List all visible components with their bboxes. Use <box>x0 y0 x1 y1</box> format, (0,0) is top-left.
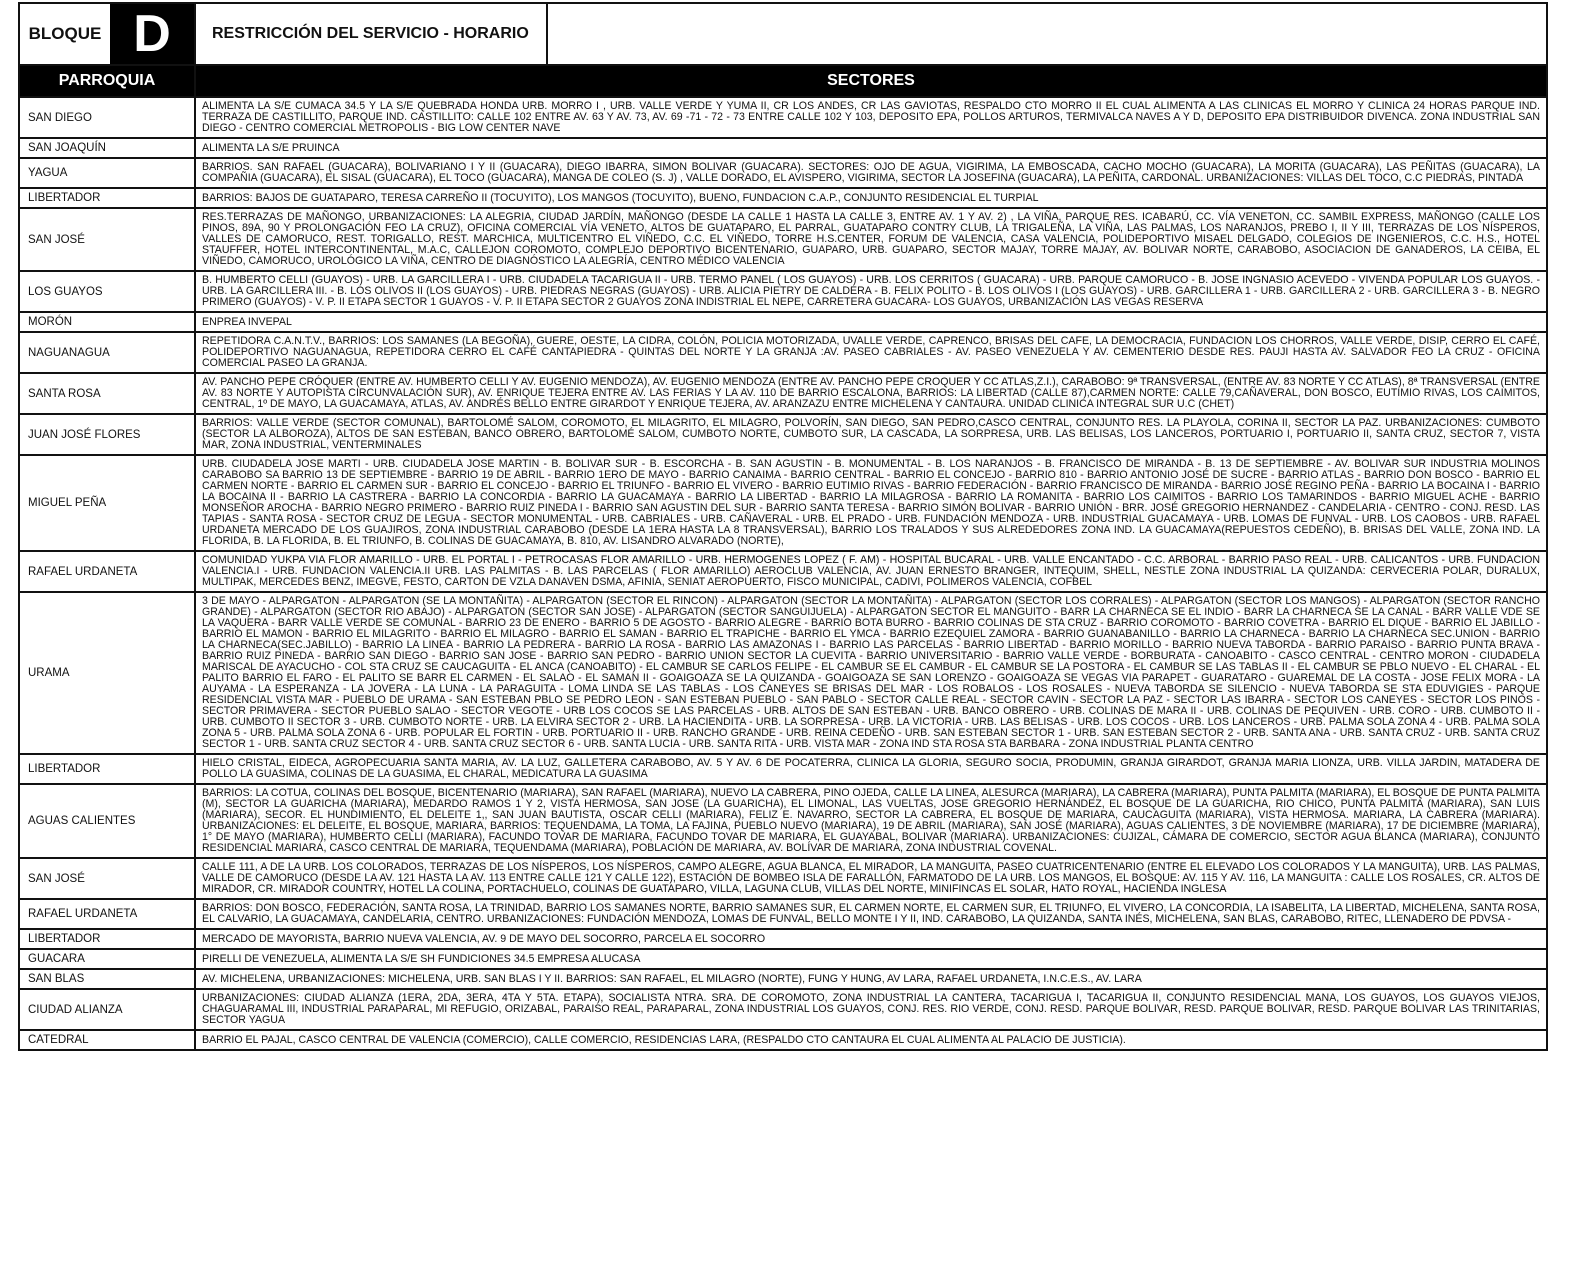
table-row <box>19 858 1547 899</box>
table-row <box>19 929 1547 949</box>
sectores-cell: AV. PANCHO PEPE CRÓQUER (ENTRE AV. HUMBERTO CELLI Y AV. EUGENIO MENDOZA), AV. EUGENIO MENDOZA (ENTRE AV. PANCHO PEPE CROQUER Y CC ATLAS,Z.I.), CARABOBO: 9ª TRANSVERSAL, (ENTRE AV. 83 NORTE Y CC ATLAS), 8ª TRANSVERSAL (ENTRE AV. 83 NORTE Y AUTOPISTA CIRCUNVALACIÓN SUR), AV. ENRIQUE TEJERA ENTRE AV. LAS FERIAS Y LA AV. 110 DE BARRIO ESCALONA, BARRIOS: LA LIBERTAD (CALLE 87),CARMEN NORTE: CALLE 79,CAÑAVERAL, DON BOSCO, EUTIMIO RIVAS, LOS CAIMITOS, CENTRAL, 1º DE MAYO, LA GUACAMAYA, ATLAS, AV. ANDRÉS BELLO ENTRE GIRARDOT Y ENRIQUE TEJERA, AV. ARANZAZU ENTRE MICHELENA Y CANTAURA. UNIDAD CLINICA INTEGRAL SUR U.C (CHET) <box>195 373 1547 414</box>
table-row <box>19 414 1547 455</box>
column-header-parroquia: PARROQUIA <box>19 65 195 97</box>
header-spacer <box>548 4 1546 64</box>
parroquia-cell: SAN BLAS <box>19 969 195 989</box>
table-row <box>19 784 1547 858</box>
table-row <box>19 551 1547 592</box>
sectores-cell: MERCADO DE MAYORISTA, BARRIO NUEVA VALENCIA, AV. 9 DE MAYO DEL SOCORRO, PARCELA EL SOCORRO <box>195 929 1547 949</box>
parroquia-cell: SAN JOSÉ <box>19 858 195 899</box>
table-row <box>19 373 1547 414</box>
table-row <box>19 138 1547 158</box>
table-body <box>19 97 1547 1050</box>
sectores-cell: BARRIO EL PAJAL, CASCO CENTRAL DE VALENCIA (COMERCIO), CALLE COMERCIO, RESIDENCIAS LARA, (RESPALDO CTO CANTAURA EL CUAL ALIMENTA AL PALACIO DE JUSTICIA). <box>195 1030 1547 1050</box>
schedule-sheet <box>18 2 1548 1051</box>
parroquia-cell: SAN JOAQUÍN <box>19 138 195 158</box>
parroquia-cell: GUACARA <box>19 949 195 969</box>
parroquia-cell: RAFAEL URDANETA <box>19 899 195 929</box>
parroquia-cell: AGUAS CALIENTES <box>19 784 195 858</box>
sectores-cell: BARRIOS: LA COTUA, COLINAS DEL BOSQUE, BICENTENARIO (MARIARA), SAN RAFAEL (MARIARA), NUEVO LA CABRERA, PINO OJEDA, CALLE LA LINEA, ALESURCA (MARIARA), LA CABRERA (MARIARA), PUNTA PALMITA (MARIARA), EL BOSQUE DE PUNTA PALMITA (M), SECTOR LA GUARICHA (MARIARA), MEDARDO RAMOS 1 Y 2, VISTA HERMOSA, SAN JOSE (LA GUARICHA), EL LIMONAL, LAS VUELTAS, JOSE GREGORIO HERNÁNDEZ, EL BOSQUE DE LA GUARICHA, RIO CHICO, PUNTA PALMITA (MARIARA), SAN LUIS (MARIARA), SECOR. EL HUNDIMIENTO, EL DELEITE 1,, SAN JUAN BAUTISTA, OSCAR CELLI (MARIARA), FELIZ E. NAVARRO, SECTOR LA CABRERA, EL BOSQUE DE MARIARA, CAUCAGUITA (MARIARA), VISTA HERMOSA. MARIARA, LA CABRERA (MARIARA). URBANIZACIONES: EL DELEITE, EL BOSQUE, MARIARA, BARRIOS: TEQUENDAMA, LA TOMA, LA FAJINA, PUEBLO NUEVO (MARIARA), 19 DE ABRIL (MARIARA), SAN JOSÉ (MARIARA), AGUAS CALIENTES, 3 DE NOVIEMBRE (MARIARA), 17 DE DICIEMBRE (MARIARA), 1° DE MAYO (MARIARA), HUMBERTO CELLI (MARIARA), FACUNDO TOVAR DE MARIARA, FACUNDO TOVAR DE MARIARA, EL GUAYABAL, BOLIVAR (MARIARA). URBANIZACIONES: CUJIZAL, CÁMARA DE COMERCIO, SECTOR AGUA BLANCA (MARIARA), CONJUNTO RESIDENCIAL MARIARA, CASCO CENTRAL DE MARIARA, TEQUENDAMA (MARIARA), POBLACIÓN DE MARIARA, AV. BOLÍVAR DE MARIARA, ZONA INDUSTRIAL COVENAL. <box>195 784 1547 858</box>
sectores-cell: B. HUMBERTO CELLI (GUAYOS) - URB. LA GARCILLERA I - URB. CIUDADELA TACARIGUA II - URB. TERMO PANEL ( LOS GUAYOS) - URB. LOS CERRITOS ( GUACARA) - URB. PARQUE CAMORUCO - B. JOSE INGNASIO ACEVEDO - VIVENDA POPULAR LOS GUAYOS. - URB. LA GARCILLERA III. - B. LOS OLIVOS II (LOS GUAYOS) - URB. PIEDRAS NEGRAS (GUAYOS) - URB. ALICIA PIETRY DE CALDERA - B. FELIX POLITO - B. LOS OLIVOS I (LOS GUAYOS) - URB. GARCILLERA 1 - URB. GARCILLERA 2 - URB. GARCILLERA 3 - B. NEGRO PRIMERO (GUAYOS) - V. P. II ETAPA SECTOR 1 GUAYOS - V. P. II ETAPA SECTOR 2 GUAYOS ZONA INDISTRIAL EL NEPE, CARRETERA GUACARA- LOS GUAYOS, URBANIZACIÓN LAS VEGAS RESERVA <box>195 271 1547 312</box>
parroquia-cell: CATEDRAL <box>19 1030 195 1050</box>
parroquia-cell: MIGUEL PEÑA <box>19 455 195 551</box>
parroquia-cell: SANTA ROSA <box>19 373 195 414</box>
table-row <box>19 271 1547 312</box>
parroquia-cell: NAGUANAGUA <box>19 332 195 373</box>
parroquia-cell: JUAN JOSÉ FLORES <box>19 414 195 455</box>
sectores-cell: PIRELLI DE VENEZUELA, ALIMENTA LA S/E SH FUNDICIONES 34.5 EMPRESA ALUCASA <box>195 949 1547 969</box>
parroquia-cell: LIBERTADOR <box>19 929 195 949</box>
sectores-cell: AV. MICHELENA, URBANIZACIONES: MICHELENA, URB. SAN BLAS I Y II. BARRIOS: SAN RAFAEL, EL MILAGRO (NORTE), FUNG Y HUNG, AV LARA, RAFAEL URDANETA, I.N.C.E.S., AV. LARA <box>195 969 1547 989</box>
bloque-label: BLOQUE <box>28 24 102 43</box>
sectores-cell: RES.TERRAZAS DE MAÑONGO, URBANIZACIONES: LA ALEGRIA, CIUDAD JARDÍN, MAÑONGO (DESDE LA CALLE 1 HASTA LA CALLE 3, ENTRE AV. 1 Y AV. 2) , LA VIÑA, PARQUE RES. ICABARÚ, CC. VÍA VENETON, CC. SAMBIL EXPRESS, MAÑONGO (CALLE LOS PINOS, 89A, 90 Y PROLONGACIÓN FEO LA CRUZ), OFICINA COMERCIAL VÍA VENETO, ALTOS DE GUATAPARO, EL PARRAL, GUATAPARO CONTRY CLUB, LA TRIGALEÑA, LA VIÑA, LAS PALMAS, LOS NARANJOS, PREBO I, II Y III, TERRAZAS DE LOS NÍSPEROS, VALLES DE CAMORUCO, REST. TORIGALLO, REST. MARCHICA, MULTICENTRO EL VIÑEDO, C.C. EL VIÑEDO, TORRE H.S.CENTER, FORUM DE VALENCIA, CASA VALENCIA, POLIDEPORTIVO MISAEL DELGADO, COLEGIOS DE INGENIEROS, C.C. H.S., HOTEL STAUFFER, HOTEL INTERCONTINENTAL, M.A.C, CALLEJON COROMOTO, COMPLEJO DEPORTIVO BICENTENARIO, GUAPARO, URB. GUAPARO, SECTOR MAJAY, TORRE MAJAY, AV. BOLIVAR NORTE, CARABOBO, ASOCIACION DE GANADEROS, LA CEIBA, EL VIÑEDO, CAMORUCO, UROLÓGICO LA VIÑA, CENTRO DE DIAGNÓSTICO LA ALEGRÍA, CENTRO MÉDICO VALENCIA <box>195 208 1547 271</box>
sectors-table <box>18 64 1548 1051</box>
parroquia-cell: LOS GUAYOS <box>19 271 195 312</box>
parroquia-cell: SAN JOSÉ <box>19 208 195 271</box>
table-header-row <box>19 65 1547 97</box>
sectores-cell: REPETIDORA C.A.N.T.V., BARRIOS: LOS SAMANES (LA BEGOÑA), GUERE, OESTE, LA CIDRA, COLÓN, POLICIA MOTORIZADA, UVALLE VERDE, CAPRENCO, BRISAS DEL CAFE, LA DEMOCRACIA, FUNDACION LOS CHORROS, VALLE VERDE, DISIP, CERRO EL CAFÉ, POLIDEPORTIVO NAGUANAGUA, REPETIDORA CERRO EL CAFÉ CANTAPIEDRA - QUINTAS DEL NORTE Y LA GRANJA :AV. PASEO CABRIALES - AV. PASEO VENEZUELA Y AV. CEMENTERIO DESDE RES. PAUJI HASTA AV. SALVADOR FEO LA CRUZ - OFICINA COMERCIAL PASEO LA GRANJA. <box>195 332 1547 373</box>
table-row <box>19 969 1547 989</box>
parroquia-cell: LIBERTADOR <box>19 754 195 784</box>
table-row <box>19 989 1547 1030</box>
table-row <box>19 592 1547 754</box>
table-row <box>19 188 1547 208</box>
table-row <box>19 332 1547 373</box>
bloque-letter: D <box>110 4 194 64</box>
table-row <box>19 455 1547 551</box>
table-row <box>19 208 1547 271</box>
sectores-cell: HIELO CRISTAL, EIDECA, AGROPECUARIA SANTA MARIA, AV. LA LUZ, GALLETERA CARABOBO, AV. 5 Y AV. 6 DE POCATERRA, CLINICA LA GLORIA, SEGURO SOCIA, PRODUMIN, GRANJA GIRARDOT, GRANJA MARIA LIONZA, URB. VILLA JARDIN, MATADERA DE POLLO LA GUASIMA, COLINAS DE LA GUASIMA, EL CHARAL, MEDICATURA LA GUASIMA <box>195 754 1547 784</box>
page-title: RESTRICCIÓN DEL SERVICIO - HORARIO <box>194 4 548 64</box>
header-bar <box>18 2 1548 64</box>
column-header-sectores: SECTORES <box>195 65 1547 97</box>
table-row <box>19 754 1547 784</box>
sectores-cell: CALLE 111, A DE LA URB. LOS COLORADOS, TERRAZAS DE LOS NÍSPEROS, LOS NÍSPEROS, CAMPO ALEGRE, AGUA BLANCA, EL MIRADOR, LA MANGUITA, PASEO CUATRICENTENARIO (ENTRE EL ELEVADO LOS COLORADOS Y LA MANGUITA), URB. LAS PALMAS, VALLE DE CAMORUCO (DESDE LA AV. 121 HASTA LA AV. 113 ENTRE CALLE 121 Y CALLE 122), ESTACIÓN DE BOMBEO ISLA DE FARALLÓN, FARMATODO DE LA URB. LOS MANGOS, EL BOSQUE: AV. 115 Y AV. 116, LA MANGUITA : CALLE LOS ROSALES, CR. ALTOS DE MIRADOR, CR. MIRADOR COUNTRY, HOTEL LA COLINA, PORTACHUELO, COLINAS DE GUATAPARO, VILLA, LAGUNA CLUB, VILLAS DEL NORTE, MINIFINCAS EL SOLAR, HATO ROYAL, HACIENDA INGLESA <box>195 858 1547 899</box>
sectores-cell: ALIMENTA LA S/E CUMACA 34.5 Y LA S/E QUEBRADA HONDA URB. MORRO I , URB. VALLE VERDE Y YUMA II, CR LOS ANDES, CR LAS GAVIOTAS, RESPALDO CTO MORRO II EL CUAL ALIMENTA A LAS CLINICAS EL MORRO Y CLINICA 24 HORAS PARQUE IND. TERRAZA DE CASTILLITO, PARQUE IND. CASTILLITO: CALLE 102 ENTRE AV. 63 Y AV. 73, AV. 69 -71 - 72 - 73 ENTRE CALLE 102 Y 103, DEPOSITO EPA, POLLOS ARTUROS, TERMIVALCA NAVES A Y D, DEPOSITO EPA DISTRIBUIDOR DIVENCA. ZONA INDUSTRIAL SAN DIEGO - CENTRO COMERCIAL METROPOLIS - BIG LOW CENTER NAVE <box>195 97 1547 138</box>
sectores-cell: 3 DE MAYO - ALPARGATON - ALPARGATON (SE LA MONTAÑITA) - ALPARGATON (SECTOR EL RINCON) - ALPARGATON (SECTOR LA MONTAÑITA) - ALPARGATON (SECTOR LOS CORRALES) - ALPARGATON (SECTOR LOS MANGOS) - ALPARGATON (SECTOR RANCHO GRANDE) - ALPARGATON (SECTOR RIO ABAJO) - ALPARGATON (SECTOR SAN JOSE) - ALPARGATON (SECTOR SANGUIJUELA) - ALPARGATON SECTOR EL MANGUITO - BARR LA CHARNECA SE EL INDIO - BARR LA CHARNECA SE LA CANAL - BARR VALLE VDE SE LA VAQUERA - BARR VALLE VERDE SE COMUNAL - BARRIO 23 DE ENERO - BARRIO 5 DE AGOSTO - BARRIO ALEGRE - BARRIO BOTA BURRO - BARRIO COLINAS DE STA CRUZ - BARRIO COROMOTO - BARRIO COVETRA - BARRIO EL DIQUE - BARRIO EL JABILLO - BARRIO EL MAMON - BARRIO EL MILAGRITO - BARRIO EL MILAGRO - BARRIO EL SAMAN - BARRIO EL TRAPICHE - BARRIO EL YMCA - BARRIO EZEQUIEL ZAMORA - BARRIO GUANABANILLO - BARRIO LA CHARNECA - BARRIO LA CHARNECA SEC.UNION - BARRIO LA CHARNECA(SEC.JABILLO) - BARRIO LA LINEA - BARRIO LA PEDRERA - BARRIO LA ROSA - BARRIO LAS AMAZONAS I - BARRIO LAS PARCELAS - BARRIO LIBERTAD - BARRIO MORILLO - BARRIO NUEVA TABORDA - BARRIO PARAISO - BARRIO PUNTA BRAVA - BARRIO RUIZ PINEDA - BARRIO SAN DIEGO - BARRIO SAN JOSE - BARRIO SAN PEDRO - BARRIO UNION SECTOR LA CUEVITA - BARRIO UNIVERSITARIO - BARRIO VALLE VERDE - BORBURATA - CANOABITO - CASCO CENTRAL - CENTRO MORON - CIUDADELA MARISCAL DE AYACUCHO - COL STA CRUZ SE CAUCAGUITA - EL ANCA (CANOABITO) - EL CAMBUR SE CARLOS FELIPE - EL CAMBUR SE EL CAMBUR - EL CAMBUR SE LA POSTORA - EL CAMBUR SE LAS TABLAS II - EL CAMBUR SE PBLO NUEVO - EL CHARAL - EL PALITO BARRIO EL FARO - EL PALITO SE BARR EL CARMEN - EL SALAO - EL SAMAN II - GOAIGOAZA SE LA QUIZANDA - GOAIGOAZA SE SAN LORENZO - GOAIGOAZA SE VEGAS VIA PARAPET - GUARATARO - GUAREMAL DE LA COSTA - JOSE FELIX MORA - LA AUYAMA - LA ESPERANZA - LA JOVERA - LA LUNA - LA PARAGUITA - LOMA LINDA SE LAS TABLAS - LOS CANEYES SE BRISAS DEL MAR - LOS ROBALOS - LOS ROSALES - NUEVA TABORDA SE SILENCIO - NUEVA TABORDA SE STA EDUVIGIES - PARQUE RESIDENCIAL VISTA MAR - PUEBLO DE URAMA - SAN ESTEBAN PBLO SE PEDRO LEON - SAN ESTEBAN PUEBLO - SAN PABLO - SECTOR CALLE REAL - SECTOR CAVIN - SECTOR LA PAZ - SECTOR LAS IBARRA - SECTOR LOS CANEYES - SECTOR LOS PINOS - SECTOR PRIMAVERA - SECTOR PUEBLO SALAO - SECTOR VEGOTE - URB LOS COCOS SE LAS PARCELAS - URB. ALTOS DE SAN ESTEBAN - URB. BANCO OBRERO - URB. COLINAS DE MARA II - URB. COLINAS DE PEQUIVEN - URB. CORO - URB. CUMBOTO II - URB. CUMBOTO II SECTOR 3 - URB. CUMBOTO NORTE - URB. LA ELVIRA SECTOR 2 - URB. LA HACIENDITA - URB. LA SORPRESA - URB. LA VICTORIA - URB. LAS BELISAS - URB. LOS COCOS - URB. LOS LANCEROS - URB. PALMA SOLA ZONA 4 - URB. PALMA SOLA ZONA 5 - URB. PALMA SOLA ZONA 6 - URB. POPULAR EL FORTIN - URB. PORTUARIO II - URB. RANCHO GRANDE - URB. REINA CEDEÑO - URB. SAN ESTEBAN SECTOR 1 - URB. SAN ESTEBAN SECTOR 2 - URB. SANTA ANA - URB. SANTA CRUZ - URB. SANTA CRUZ SECTOR 1 - URB. SANTA CRUZ SECTOR 4 - URB. SANTA CRUZ SECTOR 6 - URB. SANTA LUCIA - URB. SANTA RITA - URB. VISTA MAR - ZONA IND STA ROSA STA BARBARA - ZONA INDUSTRIAL PLANTA CENTRO <box>195 592 1547 754</box>
parroquia-cell: RAFAEL URDANETA <box>19 551 195 592</box>
sectores-cell: COMUNIDAD YUKPA VIA FLOR AMARILLO - URB. EL PORTAL I - PETROCASAS FLOR AMARILLO - URB. HERMOGENES LOPEZ ( F. AM) - HOSPITAL BUCARAL - URB. VALLE ENCANTADO - C.C. ARBORAL - BARRIO PASO REAL - URB. CALICANTOS - URB. FUNDACION VALENCIA.I - URB. FUNDACION VALENCIA.II URB. LAS PALMITAS - B. LAS PARCELAS ( FLOR AMARILLO) AEROCLUB VALENCIA, AV. JUAN ERNESTO BRANGER, INTEQUIM, SHELL, NESTLE ZONA INDUSTRIAL LA QUIZANDA: CERVECERIA POLAR, DURALUX, MULTIPAK, MERCEDES BENZ, IMEGVE, FESTO, CARTON DE VZLA DANAVEN DSMA, AFINIA, SENIAT AEROPUERTO, FISCO MUNICIPAL, CADIVI, POLIMEROS VALENCIA, COFBEL <box>195 551 1547 592</box>
table-row <box>19 949 1547 969</box>
sectores-cell: BARRIOS: BAJOS DE GUATAPARO, TERESA CARREÑO II (TOCUYITO), LOS MANGOS (TOCUYITO), BUENO, FUNDACION C.A.P., CONJUNTO RESIDENCIAL EL TURPIAL <box>195 188 1547 208</box>
sectores-cell: URB. CIUDADELA JOSE MARTI - URB. CIUDADELA JOSE MARTIN - B. BOLIVAR SUR - B. ESCORCHA - B. SAN AGUSTIN - B. MONUMENTAL - B. LOS NARANJOS - B. FRANCISCO DE MIRANDA - B. 13 DE SEPTIEMBRE - AV. BOLIVAR SUR INDUSTRIA MOLINOS CARABOBO SA BARRIO 13 DE SEPTIEMBRE - BARRIO 19 DE ABRIL - BARRIO 1ERO DE MAYO - BARRIO CANAIMA - BARRIO CENTRAL - BARRIO EL CONCEJO - BARRIO 810 - BARRIO ANTONIO JOSÉ DE SUCRE - BARRIO ATLAS - BARRIO DON BOSCO - BARRIO EL CARMEN NORTE - BARRIO EL CARMEN SUR - BARRIO EL CONCEJO - BARRIO EL TRIUNFO - BARRIO EL VIVERO - BARRIO EUTIMIO RIVAS - BARRIO FEDERACIÓN - BARRIO FRANCISCO DE MIRANDA - BARRIO JOSÉ REGINO PEÑA - BARRIO LA BOCAINA I - BARRIO LA BOCAINA II - BARRIO LA CASTRERA - BARRIO LA CONCORDIA - BARRIO LA GUACAMAYA - BARRIO LA LIBERTAD - BARRIO LA MILAGROSA - BARRIO LA ROMANITA - BARRIO LOS CAIMITOS - BARRIO LOS TAMARINDOS - BARRIO MIGUEL ACHE - BARRIO MONSEÑOR AROCHA - BARRIO NEGRO PRIMERO - BARRIO RUIZ PINEDA I - BARRIO SAN AGUSTIN DEL SUR - BARRIO SANTA TERESA - BARRIO SIMÓN BOLIVAR - BARRIO UNIÓN - BRR. JOSÉ GREGORIO HERNANDEZ - CANDELARIA - CENTRO - CONJ. RESD. LAS TAPIAS - SANTA ROSA - SECTOR CRUZ DE LEGUA - SECTOR MONUMENTAL - URB. CABRIALES - URB. CAÑAVERAL - URB. EL PRADO - URB. FUNDACIÓN MENDOZA - URB. INDUSTRIAL GUACAMAYA - URB. LOMAS DE FUNVAL - URB. LOS CAOBOS - URB. RAFAEL URDANETA MERCADO DE LOS GUAJIROS, ZONA INDUSTRIAL CARABOBO (DESDE LA 1ERA HASTA LA 8 TRANSVERSAL), BARRIO LOS TRALADOS Y SUS ALREDEDORES ZONA IND. LA GUACAMAYA(REPUESTOS CEDEÑO), B. BRISAS DEL VALLE, ZONA IND. LA FLORIDA, B. LA FLORIDA, B. EL TRIUNFO, B. COLINAS DE GUACAMAYA, B. 810, AV. LISANDRO ALVARADO (NORTE), <box>195 455 1547 551</box>
table-row <box>19 158 1547 188</box>
parroquia-cell: MORÓN <box>19 312 195 332</box>
sectores-cell: ALIMENTA LA S/E PRUINCA <box>195 138 1547 158</box>
sectores-cell: ENPREA INVEPAL <box>195 312 1547 332</box>
parroquia-cell: LIBERTADOR <box>19 188 195 208</box>
table-row <box>19 312 1547 332</box>
parroquia-cell: CIUDAD ALIANZA <box>19 989 195 1030</box>
table-row <box>19 97 1547 138</box>
table-row <box>19 1030 1547 1050</box>
table-row <box>19 899 1547 929</box>
parroquia-cell: SAN DIEGO <box>19 97 195 138</box>
sectores-cell: URBANIZACIONES: CIUDAD ALIANZA (1ERA, 2DA, 3ERA, 4TA Y 5TA. ETAPA), SOCIALISTA NTRA. SRA. DE COROMOTO, ZONA INDUSTRIAL LA CANTERA, TACARIGUA I, TACARIGUA II, CONJUNTO RESIDENCIAL MANA, LOS GUAYOS, LOS GUAYOS VIEJOS, CHAGUARAMAL III, INDUSTRIAL PARAPARAL, MI REFUGIO, ORIZABAL, PARAISO REAL, PARAPARAL, ZONA INDUSTRIAL LOS GUAYOS, CONJ. RES. RIO VERDE, CONJ. RESD. PARQUE BOLIVAR, RESD. PARQUE BOLIVAR, RESD. PARQUE BOLIVAR LAS TRINITARIAS, SECTOR YAGUA <box>195 989 1547 1030</box>
sectores-cell: BARRIOS: VALLE VERDE (SECTOR COMUNAL), BARTOLOMÉ SALOM, COROMOTO, EL MILAGRITO, EL MILAGRO, POLVORÍN, SAN DIEGO, SAN PEDRO,CASCO CENTRAL, CONJUNTO RES. LA PLAYOLA, CORINA II, SECTOR LA PAZ. URBANIZACIONES: CUMBOTO (SECTOR LA ALBOROZA), ALTOS DE SAN ESTEBAN, BANCO OBRERO, BARTOLOMÉ SALOM, CUMBOTO NORTE, CUMBOTO SUR, LA CASCADA, LA SORPRESA, URB. LAS BELISAS, LOS LANCEROS, PORTUARIO I, PORTUARIO II, SANTA CRUZ, SECTOR 7, VISTA MAR, ZONA INDUSTRIAL, VENTERMINALES <box>195 414 1547 455</box>
parroquia-cell: YAGUA <box>19 158 195 188</box>
sectores-cell: BARRIOS. SAN RAFAEL (GUACARA), BOLIVARIANO I Y II (GUACARA), DIEGO IBARRA, SIMON BOLIVAR (GUACARA). SECTORES: OJO DE AGUA, VIGIRIMA, LA EMBOSCADA, CACHO MOCHO (GUACARA), LA MORITA (GUACARA), LAS PEÑITAS (GUACARA), LA COMPAÑIA (GUACARA), EL SISAL (GUACARA), EL TOCO (GUACARA), MANGA DE COLEO (S. J) , VALLE DORADO, EL AVISPERO, VIGIRIMA, SECTOR LA JOSEFINA (GUACARA), LA PEÑITA, CARDONAL. URBANIZACIONES: VILLAS DEL TOCO, C.C PIEDRAS, PINTADA <box>195 158 1547 188</box>
parroquia-cell: URAMA <box>19 592 195 754</box>
sectores-cell: BARRIOS: DON BOSCO, FEDERACIÓN, SANTA ROSA, LA TRINIDAD, BARRIO LOS SAMANES NORTE, BARRIO SAMANES SUR, EL CARMEN NORTE, EL CARMEN SUR, EL TRIUNFO, EL VIVERO, LA CONCORDIA, LA ISABELITA, LA LIBERTAD, MICHELENA, SANTA ROSA, EL CALVARIO, LA GUACAMAYA, CANDELARIA, CENTRO. URBANIZACIONES: FUNDACIÓN MENDOZA, LOMAS DE FUNVAL, BELLO MONTE I Y II, IND. CARABOBO, LA QUIZANDA, SANTA INÉS, MICHELENA, SAN BLAS, CARABOBO, RITEC, LLENADERO DE PDVSA - <box>195 899 1547 929</box>
